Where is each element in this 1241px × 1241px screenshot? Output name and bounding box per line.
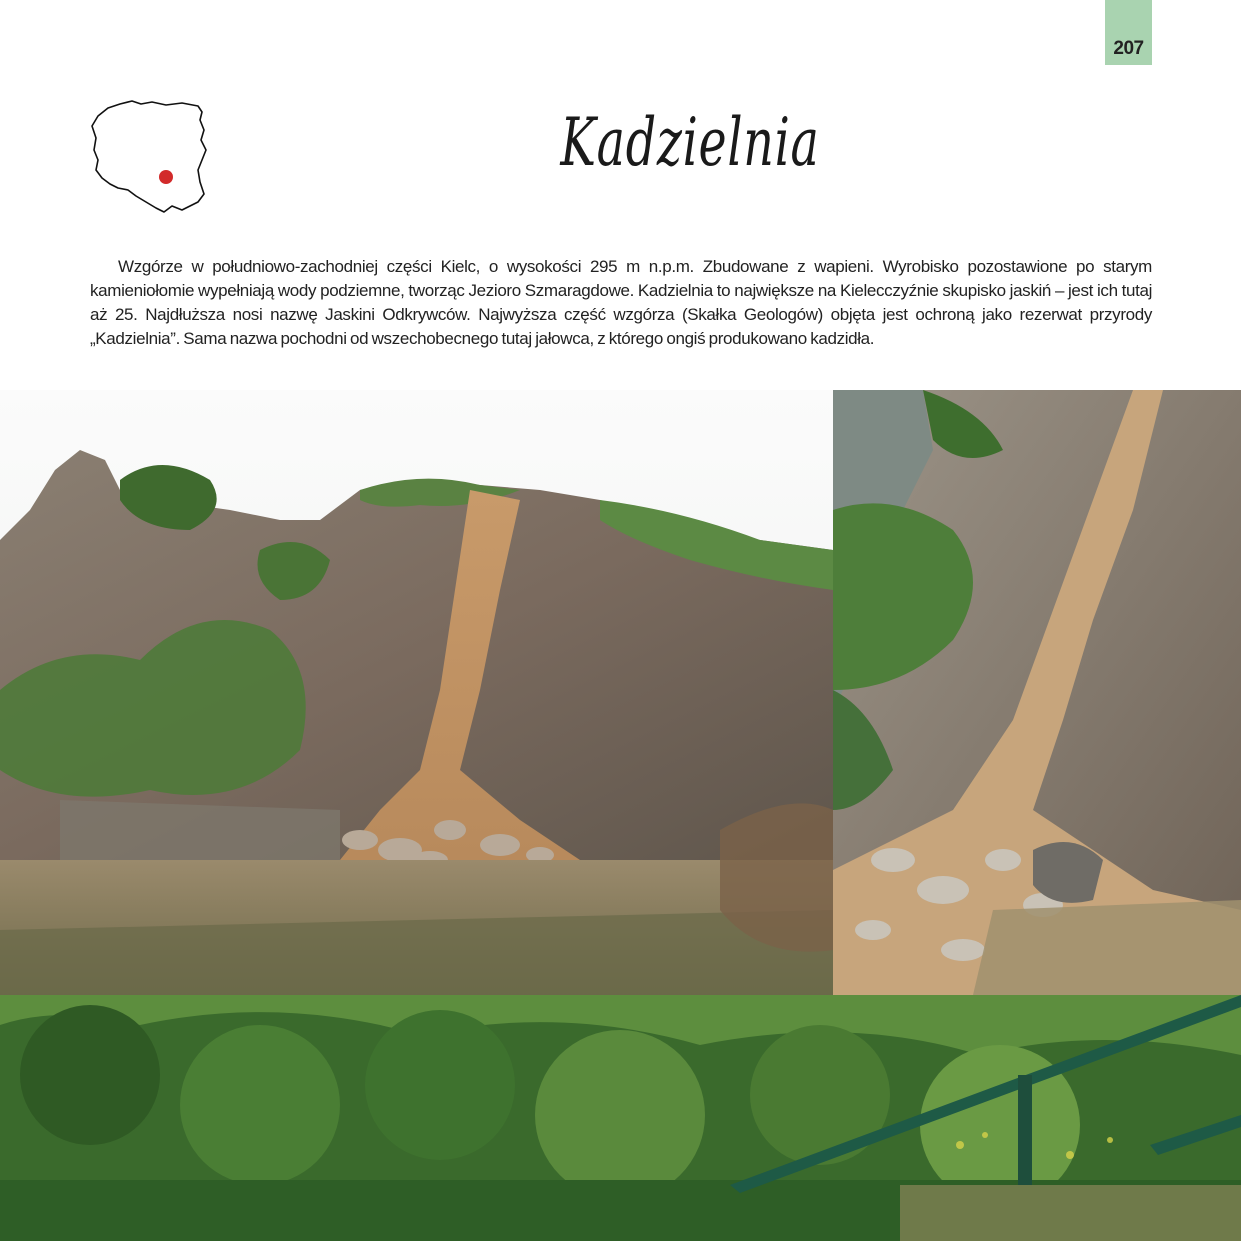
location-dot-icon bbox=[159, 170, 173, 184]
forest-railing-photo bbox=[0, 995, 1241, 1241]
page-number: 207 bbox=[1113, 38, 1144, 59]
page-title: Kadzielnia bbox=[560, 104, 820, 181]
quarry-photo-main bbox=[0, 390, 833, 995]
quarry-photo-side bbox=[833, 390, 1241, 995]
intro-paragraph: Wzgórze w południowo-zachodniej części Kielc, o wysokości 295 m n.p.m. Zbudowane z wapieni. Wyrobisko pozostawione po starym kamieniołomie wypełniają wody podziemne, tworząc Jezioro Szmaragdowe. Kadzielnia to największe na Kielecczyźnie skupisko jaskiń – jest ich tutaj aż 25. Najdłuższa nosi nazwę Jaskini Odkrywców. Najwyższa część wzgórza (Skałka Geologów) objęta jest ochroną jako rezerwat przyrody „Kadzielnia”. Sama nazwa pochodni od wszechobecnego tutaj jałowca, z którego ongiś produkowano kadzidła. bbox=[90, 257, 1152, 348]
poland-outline-icon bbox=[86, 98, 212, 216]
